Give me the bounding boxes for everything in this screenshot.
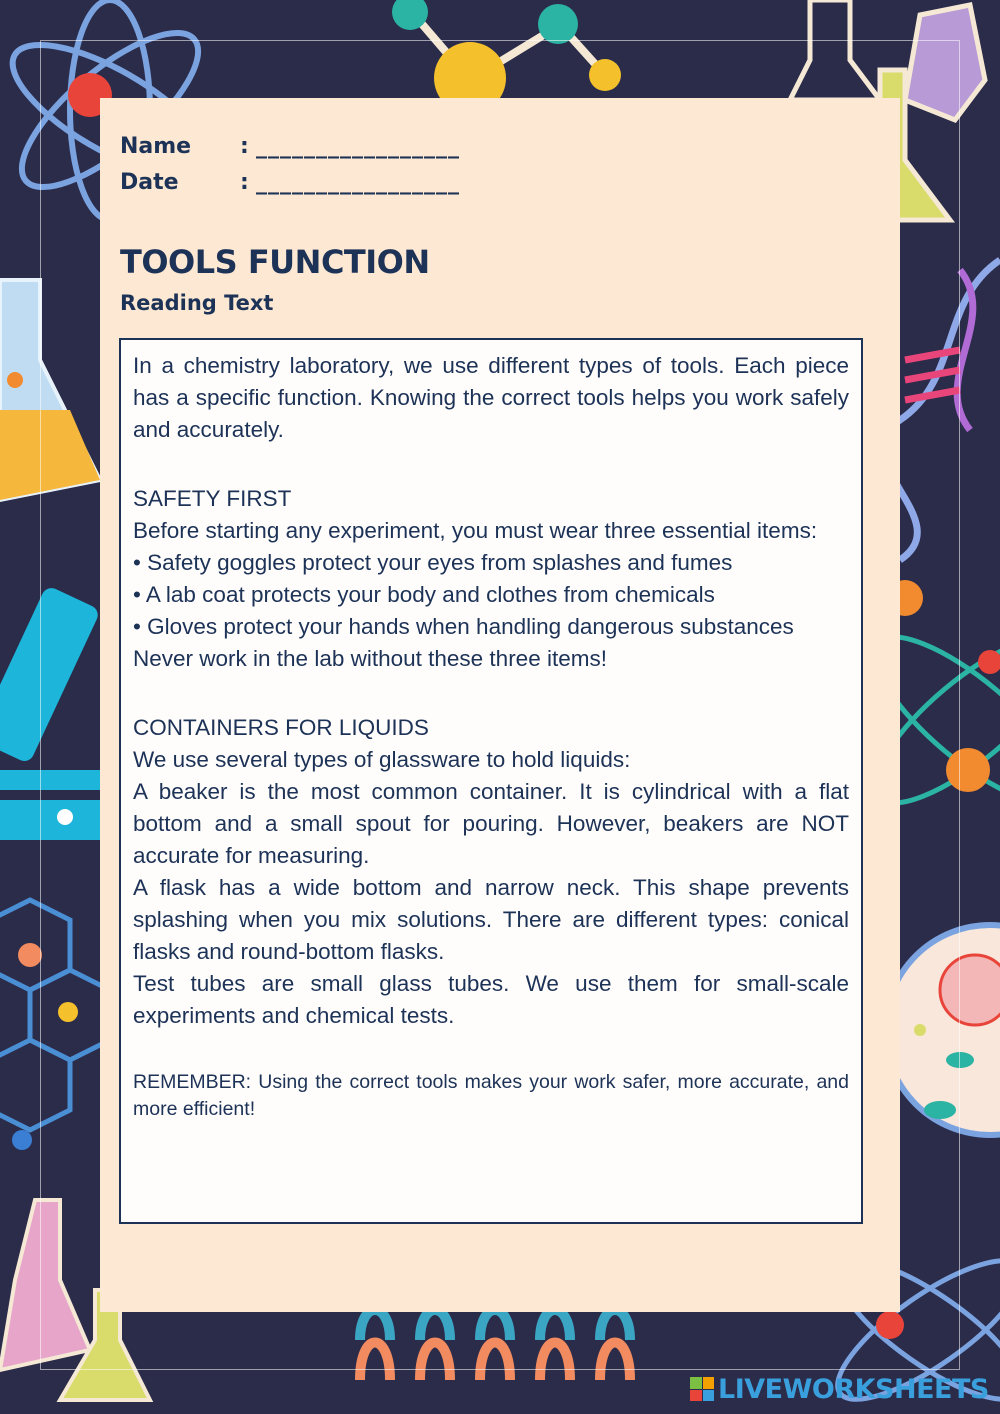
date-colon: : <box>240 170 249 195</box>
page-subtitle: Reading Text <box>120 291 274 315</box>
beaker-paragraph: A beaker is the most common container. It is cylindrical with a flat bottom and a small spout for pouring. However, beakers are NOT accurate for measuring. <box>133 779 849 868</box>
logo-text: LIVEWORKSHEETS <box>718 1373 989 1405</box>
page-title: TOOLS FUNCTION <box>120 243 430 281</box>
flask-paragraph: A flask has a wide bottom and narrow neck. This shape prevents splashing when you mix solutions. There are different types: conical flasks and round-bottom flasks. <box>133 875 849 964</box>
safety-item: • A lab coat protects your body and clothes from chemicals <box>133 582 715 607</box>
logo-mark-icon <box>690 1377 714 1401</box>
name-label: Name <box>120 134 192 159</box>
safety-heading: SAFETY FIRST <box>133 486 292 511</box>
safety-item: • Gloves protect your hands when handling dangerous substances <box>133 614 794 639</box>
name-colon: : <box>240 134 249 159</box>
safety-note: Never work in the lab without these three items! <box>133 646 607 671</box>
test-tubes-paragraph: Test tubes are small glass tubes. We use them for small-scale experiments and chemical tests. <box>133 971 849 1028</box>
safety-intro: Before starting any experiment, you must wear three essential items: <box>133 518 818 543</box>
containers-intro: We use several types of glassware to hold liquids: <box>133 747 631 772</box>
safety-item: • Safety goggles protect your eyes from splashes and fumes <box>133 550 733 575</box>
containers-heading: CONTAINERS FOR LIQUIDS <box>133 715 429 740</box>
date-blank-line[interactable]: _________________ <box>256 170 460 195</box>
reading-text-box <box>119 338 863 1224</box>
intro-paragraph: In a chemistry laboratory, we use different types of tools. Each piece has a specific function. Knowing the correct tools helps you work safely and accurately. <box>133 353 849 442</box>
name-blank-line[interactable]: _________________ <box>256 134 460 159</box>
date-label: Date <box>120 170 179 195</box>
remember-note: REMEMBER: Using the correct tools makes your work safer, more accurate, and more efficient! <box>133 1071 849 1120</box>
worksheet-panel <box>100 98 900 1312</box>
liveworksheets-logo <box>690 1374 989 1404</box>
